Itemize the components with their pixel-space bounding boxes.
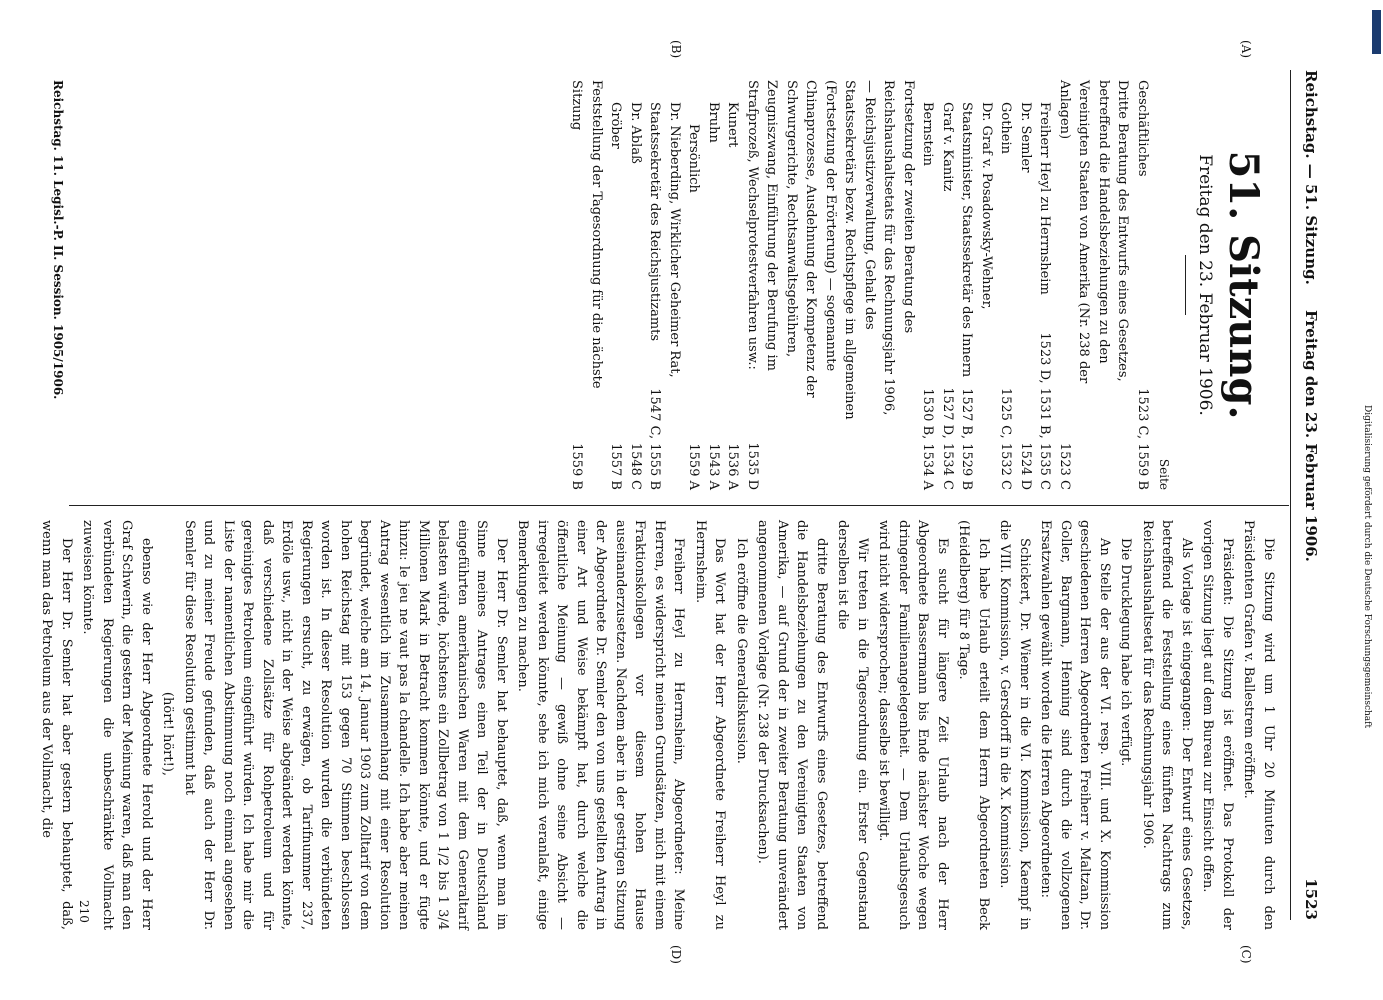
- toc-entry-page: 1547 C, 1555 B: [647, 388, 663, 490]
- toc-entry: [996, 80, 1016, 490]
- header-left: Reichstag. — 51. Sitzung.: [1302, 70, 1320, 285]
- header-page-number: 1523: [1302, 878, 1320, 920]
- toc-entry: [684, 80, 704, 490]
- toc-entry-page: 1530 B, 1534 A: [920, 388, 936, 490]
- toc-entry-text: Gröber: [608, 102, 624, 149]
- toc-entry-page: 1523 C, 1559 B: [1135, 388, 1150, 490]
- session-date: Freitag den 23. Februar 1906.: [1195, 154, 1215, 416]
- digitization-note: Digitalisierung gefördert durch die Deutsche Forschungsgemeinschaft: [1362, 405, 1372, 729]
- toc-entry: [606, 80, 626, 490]
- toc-entry-page: 1523 D, 1531 B, 1535 C: [1037, 332, 1053, 490]
- toc-entry: [1016, 80, 1036, 490]
- proceedings-paragraph: dritte Beratung des Entwurfs eines Gesetzes, betreffend die Handelsbeziehungen zu den Vereinigten Staaten von Amerika, — auf Grund der in zweiter Beratung unverändert angenommenen Vorlage (Nr. 238 der Drucksachen).: [755, 520, 829, 930]
- toc-entry: [918, 80, 938, 490]
- short-rule: [1186, 255, 1187, 315]
- toc-entry-page: 1557 B: [608, 443, 624, 490]
- margin-mark-d: (D): [669, 945, 683, 964]
- proceedings-paragraph: Ich habe Urlaub erteilt dem Herrn Abgeordneten Beck (Heidelberg) für 8 Tage.: [956, 520, 991, 930]
- proceedings-paragraph: Der Herr Dr. Semler hat aber gestern behauptet, daß, wenn man das Petroleum aus der Vollmacht, die: [39, 520, 74, 930]
- toc-entry: [704, 80, 724, 490]
- toc-entry-text: Dr. Graf v. Posadowsky-Wehner, Staatsminister, Staatssekretär des Innern: [959, 102, 994, 378]
- toc-entry-text: Dr. Semler: [1018, 102, 1033, 173]
- proceedings-paragraph: Die Sitzung wird um 1 Uhr 20 Minuten durch den Präsidenten Grafen v. Ballestrem eröffnet.: [1241, 520, 1276, 930]
- footer-note: Reichstag. 11. Legisl.-P. II. Session. 1905/1906.: [51, 80, 65, 400]
- proceedings-paragraph: Freiherr Heyl zu Herrnsheim, Abgeordneter: Meine Herren, es widerspricht meinen Grundsätzen, mich mit einem Fraktionskollegen vor diesem hohen Hause auseinanderzusetzen. Nachdem aber in der gestrigen Sitzung der Abgeordnete Dr. Semler den von uns gestellten Antrag in einer Art und Weise bekämpft hat, durch welche die öffentliche Meinung — gewiß ohne seine Absicht — irregeleitet werden könnte, sehe ich mich veranlaßt, einige Bemerkungen zu machen.: [515, 520, 687, 930]
- proceedings-paragraph: Präsident: Die Sitzung ist eröffnet. Das Protokoll der vorigen Sitzung liegt auf dem Bureau zur Einsicht offen.: [1200, 520, 1235, 930]
- toc-entry-page: 1559 A: [686, 443, 702, 490]
- toc-entry-text: Freiherr Heyl zu Herrnsheim: [1037, 102, 1053, 295]
- seite-label: Seite: [1157, 458, 1172, 490]
- page-header: [1298, 70, 1320, 920]
- proceedings-text: [37, 520, 1278, 930]
- column-divider: [69, 505, 1289, 506]
- left-column: [567, 80, 1278, 490]
- session-title: 51. Sitzung.: [1220, 150, 1267, 420]
- table-of-contents: [567, 80, 1152, 490]
- toc-entry: [626, 80, 646, 490]
- proceedings-paragraph: Das Wort hat der Herr Abgeordnete Freiherr Heyl zu Herrnsheim.: [693, 520, 728, 930]
- toc-entry-text: Dritte Beratung des Entwurfs eines Gesetzes, betreffend die Handelsbeziehungen zu den Vereinigten Staaten von Amerika (Nr. 238 der Anlagen): [1057, 80, 1131, 384]
- toc-entry-page: 1535 D: [745, 442, 760, 490]
- header-center: Freitag den 23. Februar 1906.: [1302, 310, 1320, 562]
- toc-entry-text: Graf v. Kanitz: [940, 102, 955, 192]
- toc-entry-text: Feststellung der Tagesordnung für die nächste Sitzung: [569, 80, 604, 389]
- toc-entry-text: Persönlich: [686, 124, 702, 193]
- proceedings-paragraph: Wir treten in die Tagesordnung ein. Erster Gegenstand derselben ist die: [835, 520, 870, 930]
- proceedings-paragraph: Es sucht für längere Zeit Urlaub nach der Herr Abgeordnete Bassermann bis Ende nächster Woche wegen dringender Familienangelegenheit. — Dem Urlaubsgesuch wird nicht widersprochen; dasselbe ist bewilligt.: [876, 520, 950, 930]
- margin-mark-b: (B): [669, 40, 683, 59]
- toc-entry-text: Bernstein: [920, 102, 936, 166]
- footer-number: 210: [77, 900, 91, 923]
- toc-entry-page: 1525 C, 1532 C: [998, 387, 1014, 490]
- proceedings-paragraph: (hört! hört!),: [160, 691, 176, 777]
- proceedings-paragraph: Der Herr Dr. Semler hat behauptet, daß, wenn man im Sinne meines Antrages einen Teil der in Deutschland eingeführten amerikanischen Waren mit dem Generaltarif belasten würde, höchstens ein Zollbetrag von 1 1/2 bis 1 3/4 Millionen Mark in Betracht kommen könnte, und er fügte hinzu: le jeu ne vaut pas la chandelle. Ich habe aber meinen Antrag wesentlich im Zusammenhang mit einer Resolution begründet, welche am 14. Januar 1903 zum Zolltarif von dem hohen Reichstag mit 153 gegen 70 Stimmen beschlossen worden ist. In dieser Resolution wurden die verbündeten Regierungen ersucht, zu erwägen, ob Tarifnummer 237, Erdöle usw., nicht in der Weise abgeändert werden könnte, daß verschiedene Zollsätze für Rohpetroleum und für gereinigtes Petroleum eingeführt würden. Ich habe mir die Liste der namentlichen Abstimmung noch einmal angesehen und zu meiner Freude gefunden, daß auch der Herr Dr. Semler für diese Resolution gestimmt hat: [182, 520, 509, 930]
- toc-entry: [743, 80, 919, 490]
- toc-entry-page: 1523 C: [1057, 442, 1072, 490]
- margin-mark-a: (A): [1239, 40, 1253, 59]
- toc-entry-page: 1527 B, 1529 B: [959, 388, 975, 490]
- toc-entry-page: 1543 A: [706, 443, 721, 490]
- toc-entry: [1035, 80, 1055, 490]
- toc-entry-text: Geschäftliches: [1135, 80, 1150, 177]
- toc-entry-text: Dr. Nieberding, Wirklicher Geheimer Rat, Staatssekretär des Reichsjustizamts: [647, 102, 682, 378]
- toc-entry-text: Kunert: [725, 102, 741, 148]
- right-column: [35, 520, 1278, 930]
- toc-entry-page: 1548 C: [628, 442, 643, 490]
- proceedings-paragraph: Als Vorlage ist eingegangen: Der Entwurf eines Gesetzes, betreffend die Feststellung eines fünften Nachtrags zum Reichshaushaltsetat für das Rechnungsjahr 1906.: [1140, 520, 1194, 930]
- toc-entry: [723, 80, 743, 490]
- margin-mark-c: (C): [1239, 945, 1253, 964]
- toc-entry-page: 1527 D, 1534 C: [940, 387, 955, 490]
- toc-entry-text: Gothein: [998, 102, 1014, 155]
- toc-entry: [645, 80, 684, 490]
- toc-entry-page: 1524 D: [1018, 442, 1033, 490]
- toc-entry-page: 1536 A: [725, 443, 741, 490]
- proceedings-paragraph: Schickert, Dr. Wiemer in die VI. Kommission, Kaempf in die VIII. Kommission, v. Gersdorff in die X. Kommission.: [997, 520, 1032, 930]
- dfg-logo-icon: [1372, 10, 1381, 54]
- toc-entry: [1133, 80, 1153, 490]
- toc-entry: [567, 80, 606, 490]
- toc-entry-text: Bruhn: [706, 102, 721, 143]
- proceedings-paragraph: Die Drucklegung habe ich verfügt.: [1118, 538, 1134, 767]
- toc-entry: [938, 80, 958, 490]
- proceedings-paragraph: An Stelle der aus der VI. resp. VIII. und X. Kommission geschiedenen Herren Abgeordneten Freiherr v. Maltzan, Dr. Goller, Bargmann, Henning sind durch die vollzogenen Ersatzwahlen gewählt worden die Herren Abgeordneten:: [1038, 520, 1112, 930]
- toc-entry-page: 1559 B: [569, 443, 585, 490]
- header-rule: [1290, 70, 1291, 920]
- toc-entry: [957, 80, 996, 490]
- proceedings-paragraph: ebenso wie der Herr Abgeordnete Herold und der Herr Graf Schwerin, die gestern der Meinung waren, daß man den verbündeten Regierungen die unbeschränkte Vollmacht zuweisen könnte.: [80, 520, 154, 930]
- toc-entry-text: Fortsetzung der zweiten Beratung des Reichshaushaltsetats für das Rechnungsjahr 1906, — Reichsjustizverwaltung, Gehalt des Staatssekretärs bezw. Rechtspflege im allgemeinen (Fortsetzung der Erörterung) — sogenannte Chinaprozesse, Ausdehnung der Kompetenz der Schwurgerichte, Rechtsanwaltsgebühren, Zeugniszwang, Einführung der Berufung im Strafprozeß, Wechselprotestverfahren usw.:: [745, 80, 916, 420]
- proceedings-paragraph: Ich eröffne die Generaldiskussion.: [734, 538, 749, 764]
- toc-entry-text: Dr. Ablaß: [628, 102, 643, 164]
- toc-entry: [1055, 80, 1133, 490]
